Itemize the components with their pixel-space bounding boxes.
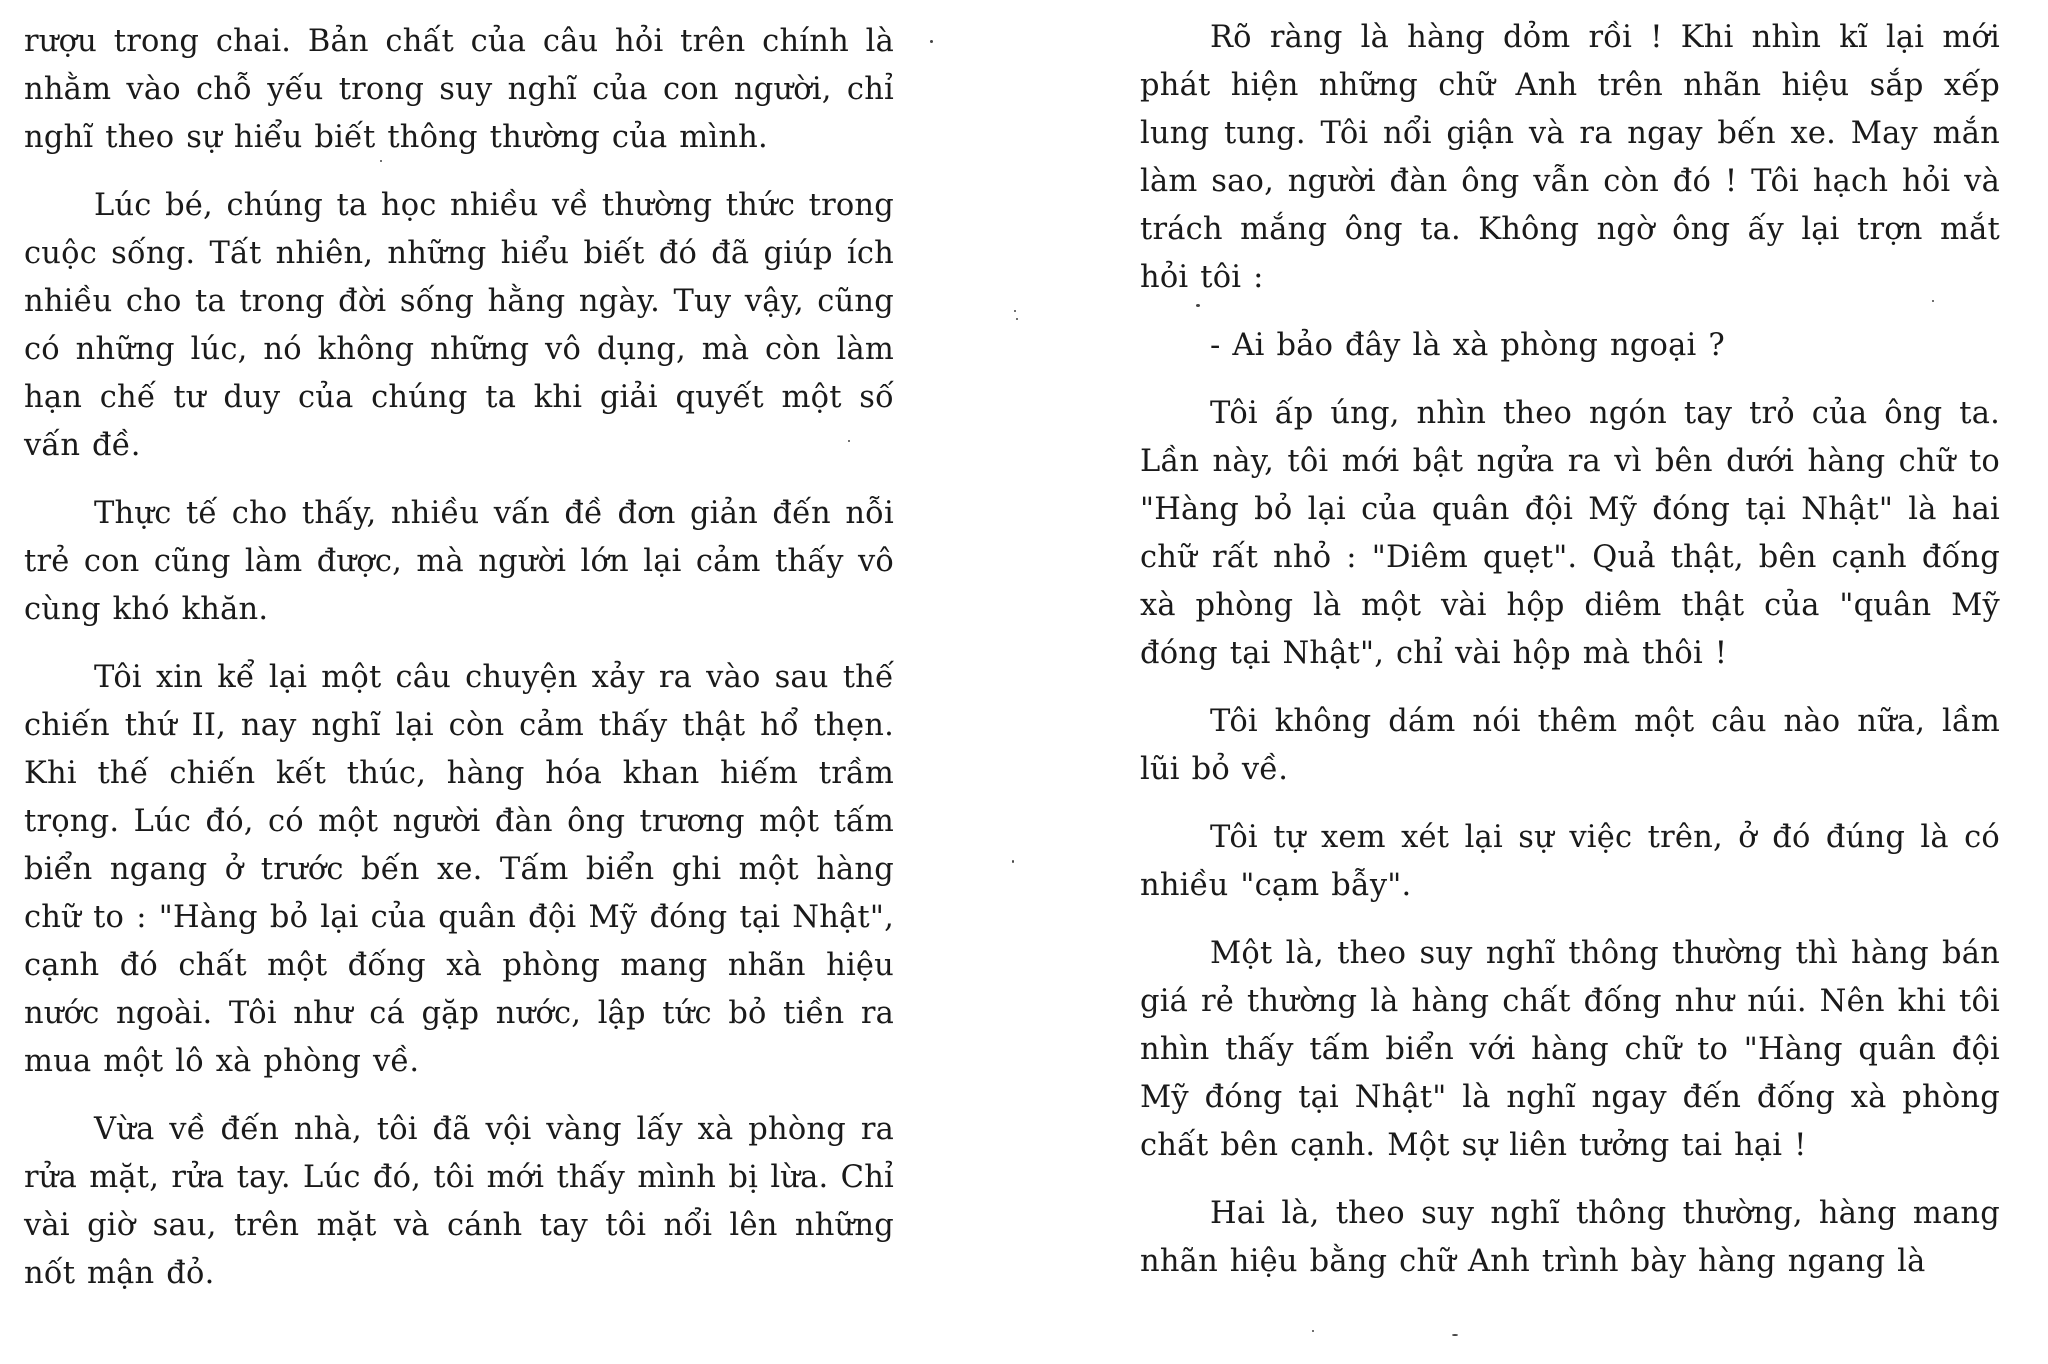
- right-paragraph-2: - Ai bảo đây là xà phòng ngoại ?: [1210, 328, 1725, 363]
- left-page: [24, 0, 894, 1364]
- scan-speck: [848, 440, 850, 442]
- left-paragraph-3: Thực tế cho thấy, nhiều vấn đề đơn giản đến nỗi trẻ con cũng làm được, mà người lớn lại cảm thấy vô cùng khó khăn.: [24, 496, 894, 627]
- scan-speck: [1312, 1330, 1314, 1332]
- scan-speck: [1014, 310, 1016, 312]
- scan-speck: [1196, 304, 1200, 307]
- right-paragraph-5: Tôi tự xem xét lại sự việc trên, ở đó đúng là có nhiều "cạm bẫy".: [1140, 820, 2000, 903]
- scan-speck: [1932, 300, 1934, 302]
- right-paragraph-3: Tôi ấp úng, nhìn theo ngón tay trỏ của ông ta. Lần này, tôi mới bật ngửa ra vì bên dưới hàng chữ to "Hàng bỏ lại của quân đội Mỹ đóng tại Nhật" là hai chữ rất nhỏ : "Diêm quẹt". Quả thật, bên cạnh đống xà phòng là một vài hộp diêm thật của "quân Mỹ đóng tại Nhật", chỉ vài hộp mà thôi !: [1140, 396, 2000, 671]
- left-paragraph-5: Vừa về đến nhà, tôi đã vội vàng lấy xà phòng ra rửa mặt, rửa tay. Lúc đó, tôi mới thấy mình bị lừa. Chỉ vài giờ sau, trên mặt và cánh tay tôi nổi lên những nốt mận đỏ.: [24, 1112, 894, 1291]
- scan-speck: [930, 40, 933, 43]
- right-paragraph-7: Hai là, theo suy nghĩ thông thường, hàng mang nhãn hiệu bằng chữ Anh trình bày hàng ngang là: [1140, 1196, 2000, 1279]
- right-paragraph-6: Một là, theo suy nghĩ thông thường thì hàng bán giá rẻ thường là hàng chất đống như núi. Nên khi tôi nhìn thấy tấm biển với hàng chữ to "Hàng quân đội Mỹ đóng tại Nhật" là nghĩ ngay đến đống xà phòng chất bên cạnh. Một sự liên tưởng tai hại !: [1140, 936, 2000, 1163]
- left-paragraph-2: Lúc bé, chúng ta học nhiều về thường thức trong cuộc sống. Tất nhiên, những hiểu biết đó đã giúp ích nhiều cho ta trong đời sống hằng ngày. Tuy vậy, cũng có những lúc, nó không những vô dụng, mà còn làm hạn chế tư duy của chúng ta khi giải quyết một số vấn đề.: [24, 188, 894, 463]
- right-page: [1140, 0, 2000, 1364]
- left-paragraph-1: rượu trong chai. Bản chất của câu hỏi trên chính là nhằm vào chỗ yếu trong suy nghĩ của con người, chỉ nghĩ theo sự hiểu biết thông thường của mình.: [24, 24, 894, 155]
- left-paragraph-4: Tôi xin kể lại một câu chuyện xảy ra vào sau thế chiến thứ II, nay nghĩ lại còn cảm thấy thật hổ thẹn. Khi thế chiến kết thúc, hàng hóa khan hiếm trầm trọng. Lúc đó, có một người đàn ông trương một tấm biển ngang ở trước bến xe. Tấm biển ghi một hàng chữ to : "Hàng bỏ lại của quân đội Mỹ đóng tại Nhật", cạnh đó chất một đống xà phòng mang nhãn hiệu nước ngoài. Tôi như cá gặp nước, lập tức bỏ tiền ra mua một lô xà phòng về.: [24, 660, 894, 1079]
- scan-speck: [1012, 860, 1014, 863]
- scan-speck: [380, 160, 382, 162]
- scan-speck: [1016, 318, 1018, 320]
- scan-speck: [1452, 1334, 1458, 1336]
- right-paragraph-4: Tôi không dám nói thêm một câu nào nữa, lầm lũi bỏ về.: [1140, 704, 2000, 787]
- right-paragraph-1: Rõ ràng là hàng dỏm rồi ! Khi nhìn kĩ lại mới phát hiện những chữ Anh trên nhãn hiệu sắp xếp lung tung. Tôi nổi giận và ra ngay bến xe. May mắn làm sao, người đàn ông vẫn còn đó ! Tôi hạch hỏi và trách mắng ông ta. Không ngờ ông ấy lại trợn mắt hỏi tôi :: [1140, 20, 2000, 295]
